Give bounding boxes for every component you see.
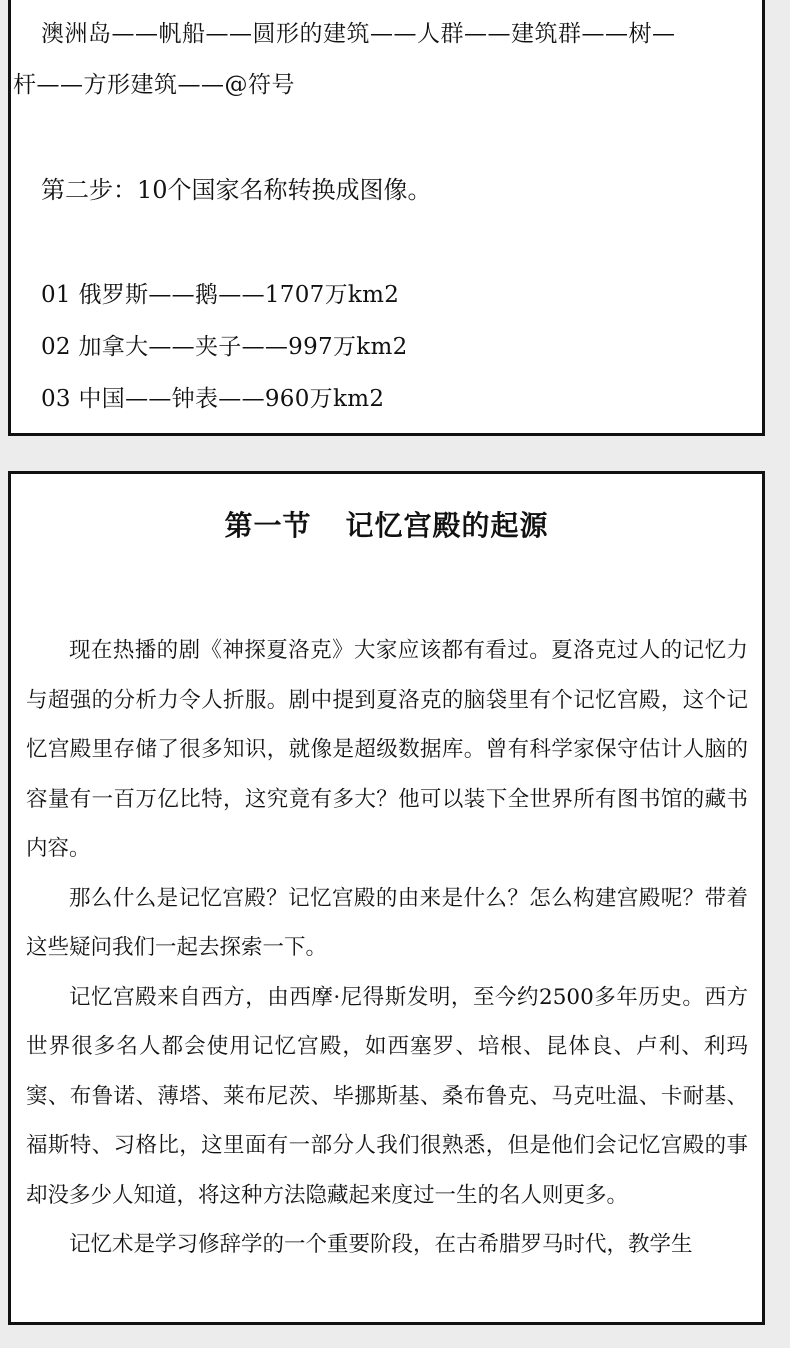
image-chain-line-1: 澳洲岛——帆船——圆形的建筑——人群——建筑群——树— xyxy=(41,21,676,47)
paragraph-1: 现在热播的剧《神探夏洛克》大家应该都有看过。夏洛克过人的记忆力与超强的分析力令人折服。剧中提到夏洛克的脑袋里有个记忆宫殿，这个记忆宫殿里存储了很多知识，就像是超级数据库。曾有科学家保守估计人脑的容量有一百万亿比特，这究竟有多大？他可以装下全世界所有图书馆的藏书内容。 xyxy=(26,638,748,861)
paragraph-3: 记忆宫殿来自西方，由西摩·尼得斯发明，至今约2500多年历史。西方世界很多名人都会使用记忆宫殿，如西塞罗、培根、昆体良、卢利、利玛窦、布鲁诺、薄塔、莱布尼茨、毕挪斯基、桑布鲁克、马克吐温、卡耐基、福斯特、习格比，这里面有一部分人我们很熟悉，但是他们会记忆宫殿的事却没多少人知道，将这种方法隐藏起来度过一生的名人则更多。 xyxy=(26,984,748,1208)
section-number: 第一节 xyxy=(224,509,312,542)
section-title xyxy=(11,504,762,544)
image-chain-line-2: 杆——方形建筑——@符号 xyxy=(13,72,295,98)
country-item-1: 01 俄罗斯——鹅——1707万km2 xyxy=(41,282,400,308)
step-two-heading: 第二步：10个国家名称转换成图像。 xyxy=(41,176,432,204)
paragraph-2: 那么什么是记忆宫殿？记忆宫殿的由来是什么？怎么构建宫殿呢？带着这些疑问我们一起去探索一下。 xyxy=(26,885,748,960)
paragraph-4: 记忆术是学习修辞学的一个重要阶段，在古希腊罗马时代，教学生 xyxy=(69,1232,693,1257)
bottom-page-panel xyxy=(8,471,765,1325)
body-text xyxy=(26,626,748,1270)
top-page-panel xyxy=(8,0,765,436)
country-item-3: 03 中国——钟表——960万km2 xyxy=(41,386,385,412)
country-item-2: 02 加拿大——夹子——997万km2 xyxy=(41,334,408,360)
section-name: 记忆宫殿的起源 xyxy=(345,509,549,542)
